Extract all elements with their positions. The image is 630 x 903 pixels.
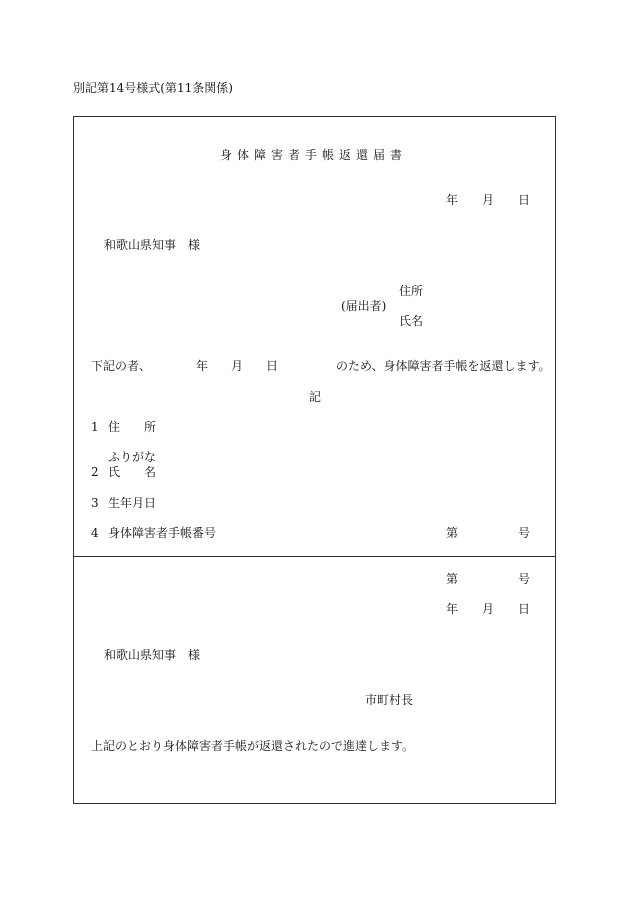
statement-suffix: のため、身体障害者手帳を返還します。: [336, 359, 551, 373]
item-card-go: 号: [518, 526, 531, 540]
notifier-name-label: 氏名: [399, 314, 424, 328]
statement-day: 日: [266, 359, 279, 373]
form-title: 身体障害者手帳返還届書: [220, 148, 408, 162]
mayor-label: 市町村長: [365, 693, 414, 707]
lower-number-dai: 第: [446, 572, 459, 586]
item-address-label: 住 所: [108, 420, 157, 434]
item-furigana-label: ふりがな: [108, 450, 157, 464]
lower-date-year: 年: [446, 602, 459, 616]
statement-month: 月: [231, 359, 244, 373]
statement-prefix: 下記の者、: [91, 359, 152, 373]
item-address-number: 1: [91, 420, 99, 434]
upper-date-month: 月: [482, 193, 495, 207]
upper-date-year: 年: [446, 193, 459, 207]
item-card-label: 身体障害者手帳番号: [108, 526, 217, 540]
item-name-number: 2: [91, 465, 99, 479]
lower-statement: 上記のとおり身体障害者手帳が返還されたので進達します。: [91, 739, 415, 753]
upper-date-day: 日: [518, 193, 531, 207]
item-card-dai: 第: [446, 526, 459, 540]
item-card-number: 4: [91, 526, 99, 540]
notifier-label: (届出者): [341, 299, 387, 313]
lower-addressee: 和歌山県知事 様: [104, 648, 201, 662]
statement-year: 年: [196, 359, 209, 373]
notifier-address-label: 住所: [399, 284, 424, 298]
item-birth-number: 3: [91, 496, 99, 510]
item-birth-label: 生年月日: [108, 496, 157, 510]
ki-heading: 記: [309, 390, 322, 404]
lower-date-month: 月: [482, 602, 495, 616]
item-name-label: 氏 名: [108, 465, 157, 479]
upper-addressee: 和歌山県知事 様: [104, 238, 201, 252]
form-number-note: 別記第14号様式(第11条関係): [73, 81, 233, 95]
section-divider: [73, 556, 556, 557]
lower-date-day: 日: [518, 602, 531, 616]
lower-number-go: 号: [518, 572, 531, 586]
